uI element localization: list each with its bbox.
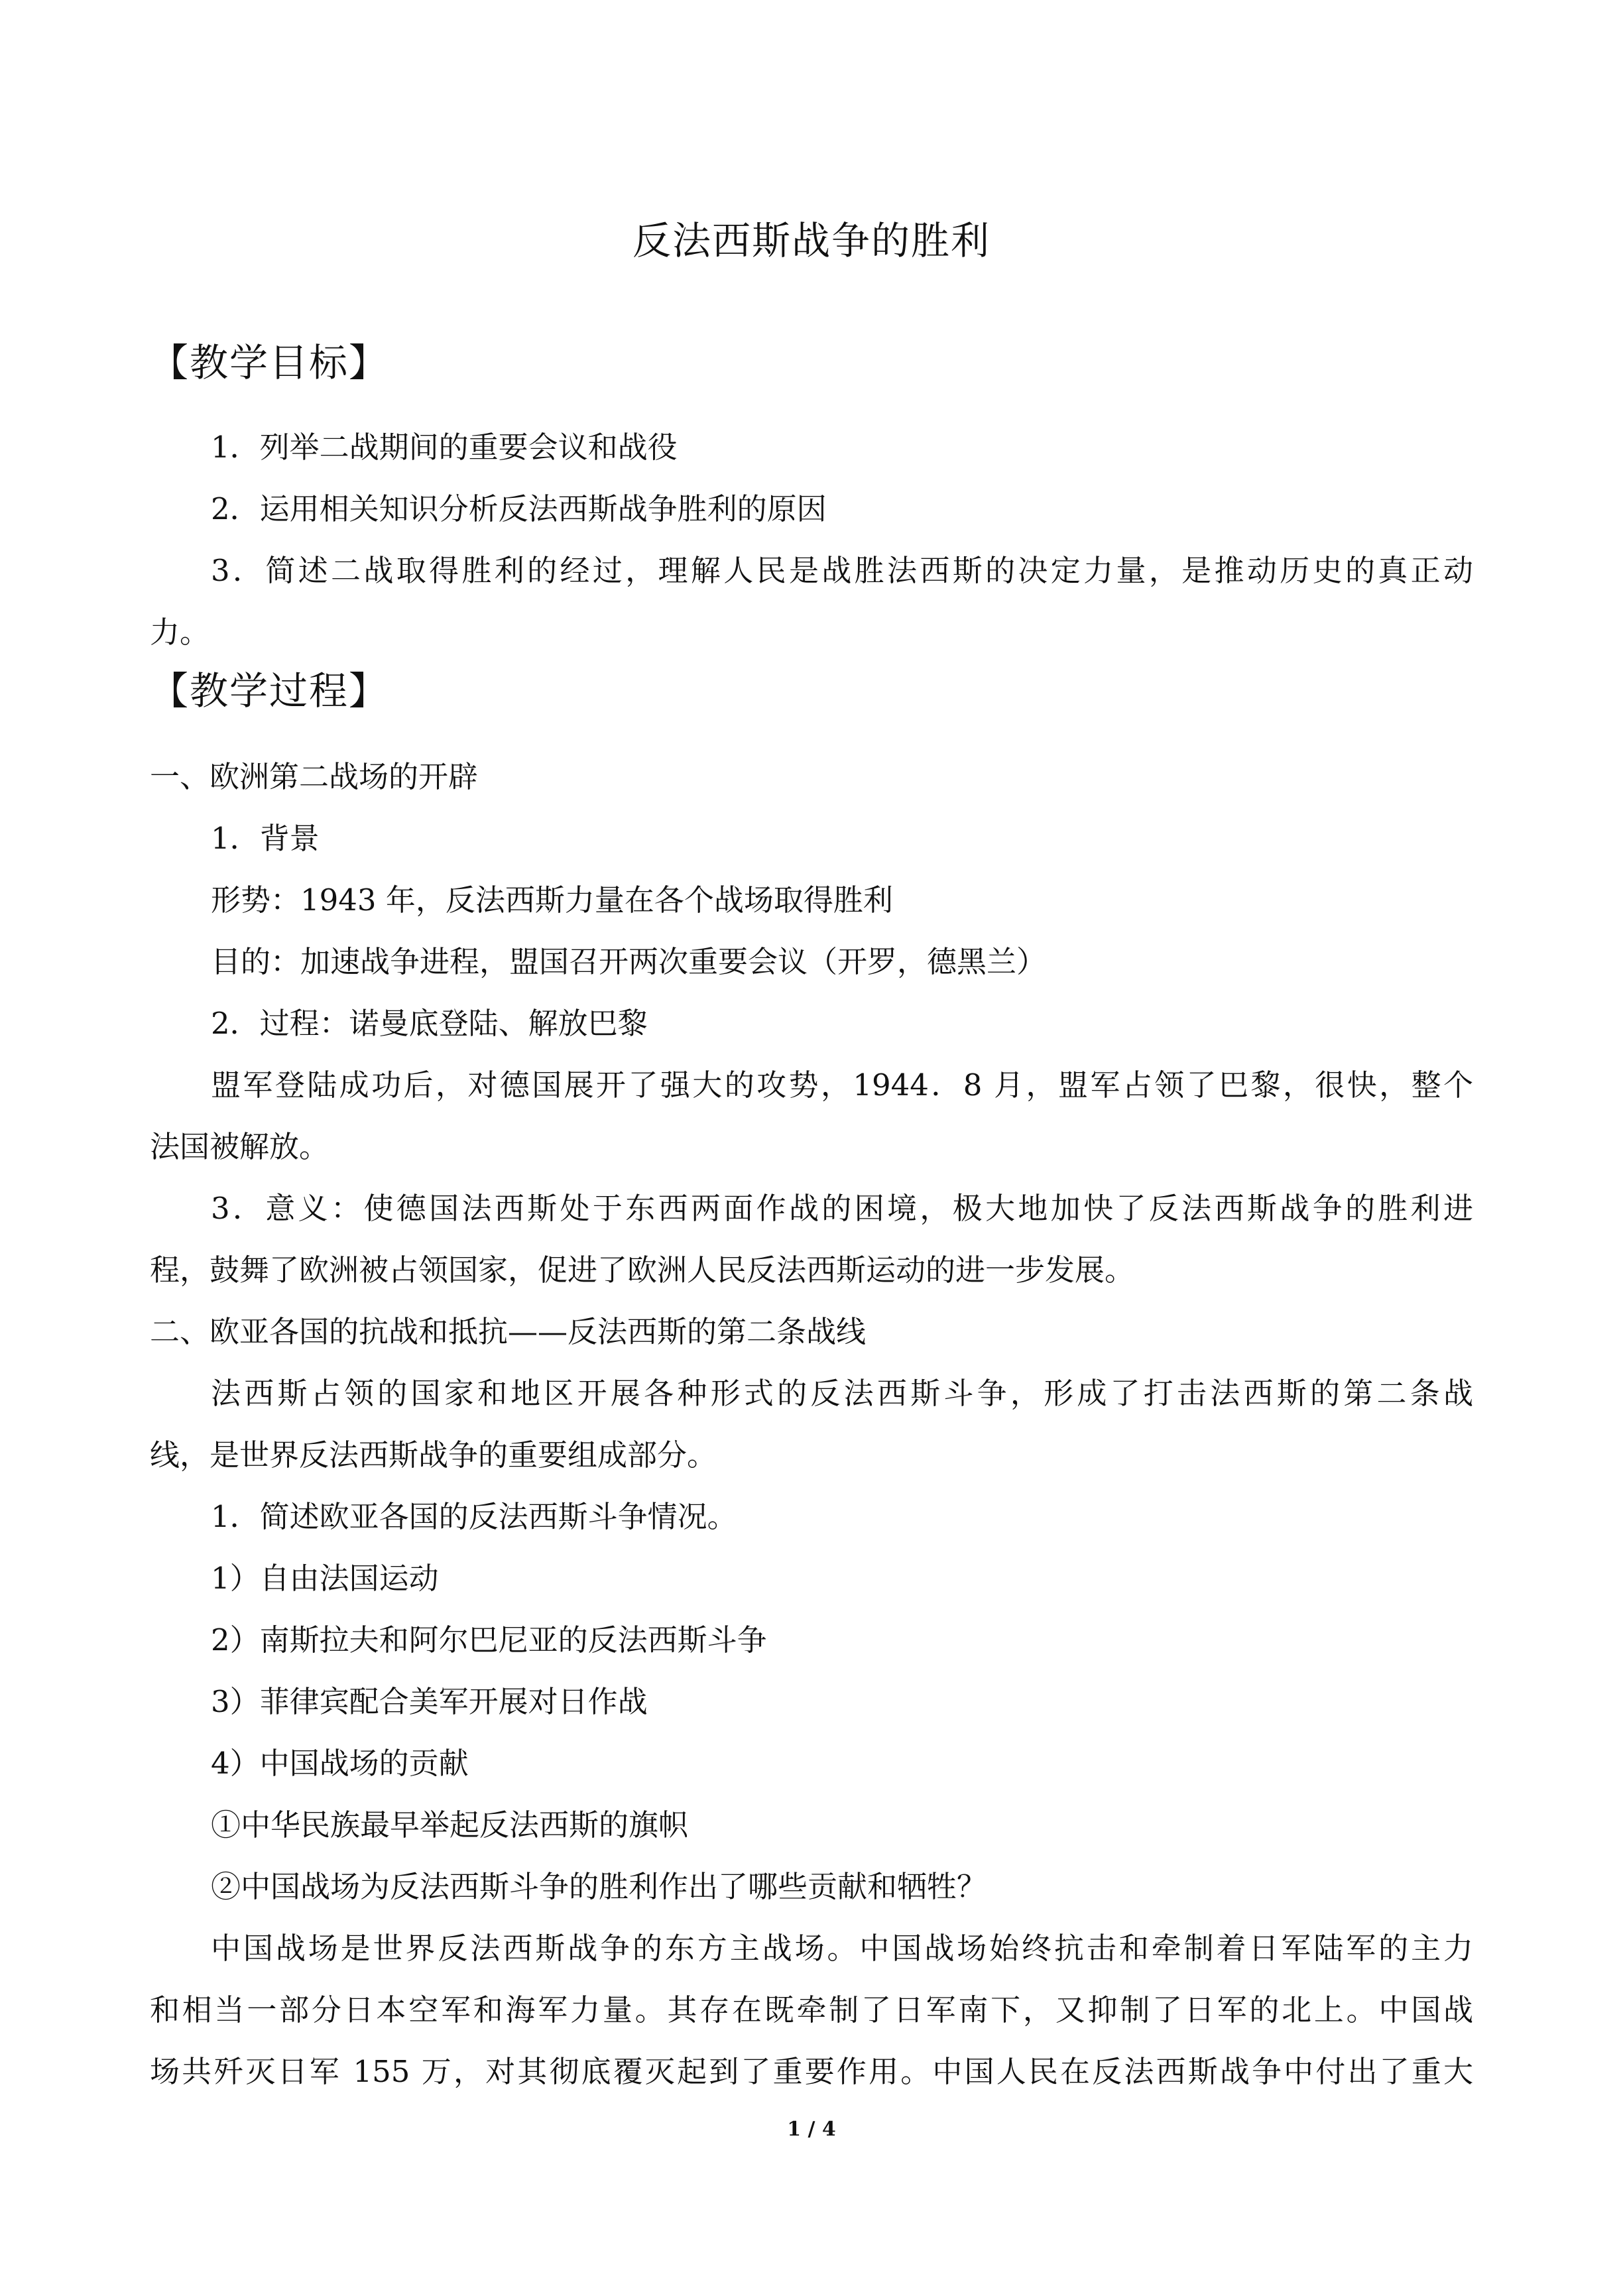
part2-china-line-2: 和相当一部分日本空军和海军力量。其存在既牵制了日军南下，又抑制了日军的北上。中国战	[150, 1992, 1473, 2027]
part1-situation: 形势：1943 年，反法西斯力量在各个战场取得胜利	[211, 882, 893, 918]
part2-sub-item-1: 1）自由法国运动	[211, 1561, 439, 1596]
part2-china-line-1: 中国战场是世界反法西斯战争的东方主战场。中国战场始终抗击和牵制着日军陆军的主力	[211, 1931, 1473, 1966]
section-heading-objectives: 【教学目标】	[150, 340, 389, 385]
part2-sub-item-2: 2）南斯拉夫和阿尔巴尼亚的反法西斯斗争	[211, 1622, 767, 1658]
part1-heading: 一、欧洲第二战场的开辟	[150, 759, 479, 794]
part2-circle-item-2: ②中国战场为反法西斯斗争的胜利作出了哪些贡献和牺牲？	[211, 1869, 987, 1904]
part2-intro-line-2: 线，是世界反法西斯战争的重要组成部分。	[150, 1437, 717, 1473]
part2-heading: 二、欧亚各国的抗战和抵抗——反法西斯的第二条战线	[150, 1314, 867, 1349]
part2-sub-item-3: 3）菲律宾配合美军开展对日作战	[211, 1684, 648, 1719]
part1-process-line-2: 法国被解放。	[150, 1129, 330, 1164]
objective-item-1: 1．列举二战期间的重要会议和战役	[211, 430, 678, 465]
part1-process-line-1: 盟军登陆成功后，对德国展开了强大的攻势，1944．8 月，盟军占领了巴黎，很快，整个	[211, 1067, 1473, 1103]
objective-item-2: 2．运用相关知识分析反法西斯战争胜利的原因	[211, 491, 827, 526]
part2-question: 1．简述欧亚各国的反法西斯斗争情况。	[211, 1499, 737, 1534]
part2-intro-line-1: 法西斯占领的国家和地区开展各种形式的反法西斯斗争，形成了打击法西斯的第二条战	[211, 1376, 1473, 1411]
part1-meaning-line-2: 程，鼓舞了欧洲被占领国家，促进了欧洲人民反法西斯运动的进一步发展。	[150, 1252, 1135, 1288]
part2-sub-item-4: 4）中国战场的贡献	[211, 1746, 469, 1781]
section-heading-process: 【教学过程】	[150, 668, 389, 713]
part2-china-line-3: 场共歼灭日军 155 万，对其彻底覆灭起到了重要作用。中国人民在反法西斯战争中付出了重大	[150, 2054, 1473, 2089]
part1-process-label: 2．过程：诺曼底登陆、解放巴黎	[211, 1006, 648, 1041]
part1-meaning-line-1: 3．意义：使德国法西斯处于东西两面作战的困境，极大地加快了反法西斯战争的胜利进	[211, 1191, 1473, 1226]
part2-circle-item-1: ①中华民族最早举起反法西斯的旗帜	[211, 1807, 689, 1843]
part1-purpose: 目的：加速战争进程，盟国召开两次重要会议（开罗，德黑兰）	[211, 944, 1047, 979]
objective-item-3-line-2: 力。	[150, 615, 210, 650]
document-title: 反法西斯战争的胜利	[632, 218, 991, 263]
objective-item-3-line-1: 3．简述二战取得胜利的经过，理解人民是战胜法西斯的决定力量，是推动历史的真正动	[211, 553, 1473, 588]
page-number: 1 / 4	[787, 2118, 836, 2141]
part1-background-label: 1．背景	[211, 821, 320, 856]
